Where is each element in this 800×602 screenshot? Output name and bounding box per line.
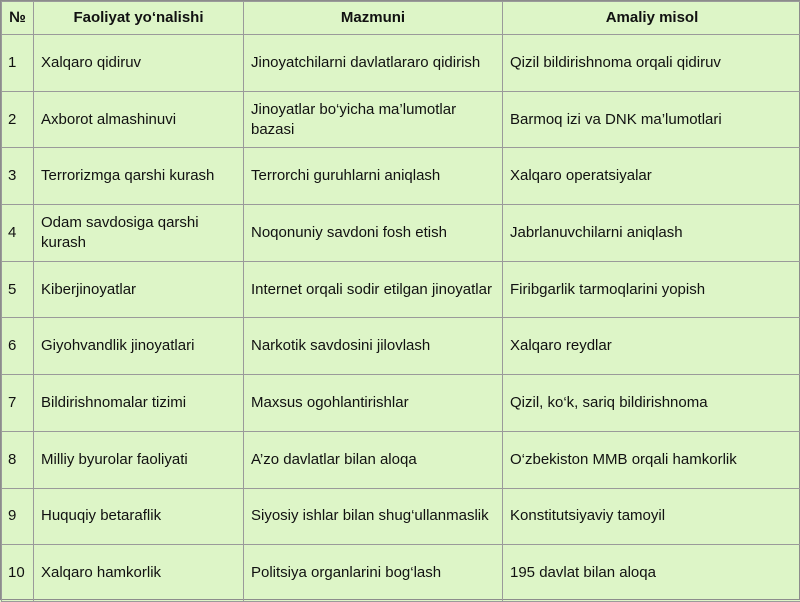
cell-activity-area: Odam savdosiga qarshi kurash [34, 205, 244, 262]
table-row [2, 375, 800, 432]
cell-content: Terrorchi guruhlarni aniqlash [244, 148, 503, 205]
table-row [2, 148, 800, 205]
cell-practical-example: Xalqaro operatsiyalar [503, 148, 800, 205]
cell-content: Politsiya organlarini bog‘lash [244, 545, 503, 602]
cell-content: Internet orqali sodir etilgan jinoyatlar [244, 261, 503, 318]
cell-activity-area: Terrorizmga qarshi kurash [34, 148, 244, 205]
cell-practical-example: Barmoq izi va DNK ma’lumotlari [503, 91, 800, 148]
activity-table [1, 1, 800, 602]
cell-content: Jinoyatlar bo‘yicha ma’lumotlar bazasi [244, 91, 503, 148]
table-row [2, 205, 800, 262]
cell-practical-example: Konstitutsiyaviy tamoyil [503, 488, 800, 545]
cell-activity-area: Kiberjinoyatlar [34, 261, 244, 318]
cell-activity-area: Giyohvandlik jinoyatlari [34, 318, 244, 375]
cell-activity-area: Axborot almashinuvi [34, 91, 244, 148]
table-row [2, 35, 800, 92]
cell-practical-example: Qizil bildirishnoma orqali qidiruv [503, 35, 800, 92]
header-content: Mazmuni [244, 2, 503, 35]
table-row [2, 431, 800, 488]
cell-number: 9 [2, 488, 34, 545]
cell-content: Siyosiy ishlar bilan shug‘ullanmaslik [244, 488, 503, 545]
cell-number: 6 [2, 318, 34, 375]
cell-practical-example: Jabrlanuvchilarni aniqlash [503, 205, 800, 262]
cell-practical-example: O‘zbekiston MMB orqali hamkorlik [503, 431, 800, 488]
cell-activity-area: Xalqaro hamkorlik [34, 545, 244, 602]
cell-number: 1 [2, 35, 34, 92]
cell-number: 2 [2, 91, 34, 148]
cell-content: Noqonuniy savdoni fosh etish [244, 205, 503, 262]
table-header-row [2, 2, 800, 35]
cell-content: Narkotik savdosini jilovlash [244, 318, 503, 375]
cell-practical-example: Firibgarlik tarmoqlarini yopish [503, 261, 800, 318]
cell-content: Maxsus ogohlantirishlar [244, 375, 503, 432]
cell-content: Jinoyatchilarni davlatlararo qidirish [244, 35, 503, 92]
table-row [2, 488, 800, 545]
header-activity-area: Faoliyat yo‘nalishi [34, 2, 244, 35]
table-row [2, 261, 800, 318]
cell-activity-area: Xalqaro qidiruv [34, 35, 244, 92]
cell-activity-area: Bildirishnomalar tizimi [34, 375, 244, 432]
table-row [2, 91, 800, 148]
cell-practical-example: Xalqaro reydlar [503, 318, 800, 375]
cell-number: 10 [2, 545, 34, 602]
cell-activity-area: Milliy byurolar faoliyati [34, 431, 244, 488]
cell-number: 8 [2, 431, 34, 488]
header-practical-example: Amaliy misol [503, 2, 800, 35]
header-number: № [2, 2, 34, 35]
cell-practical-example: 195 davlat bilan aloqa [503, 545, 800, 602]
cell-number: 7 [2, 375, 34, 432]
cell-number: 5 [2, 261, 34, 318]
cell-content: A’zo davlatlar bilan aloqa [244, 431, 503, 488]
cell-number: 3 [2, 148, 34, 205]
cell-practical-example: Qizil, ko‘k, sariq bildirishnoma [503, 375, 800, 432]
cell-number: 4 [2, 205, 34, 262]
cell-activity-area: Huquqiy betaraflik [34, 488, 244, 545]
table-row [2, 318, 800, 375]
table-row [2, 545, 800, 602]
